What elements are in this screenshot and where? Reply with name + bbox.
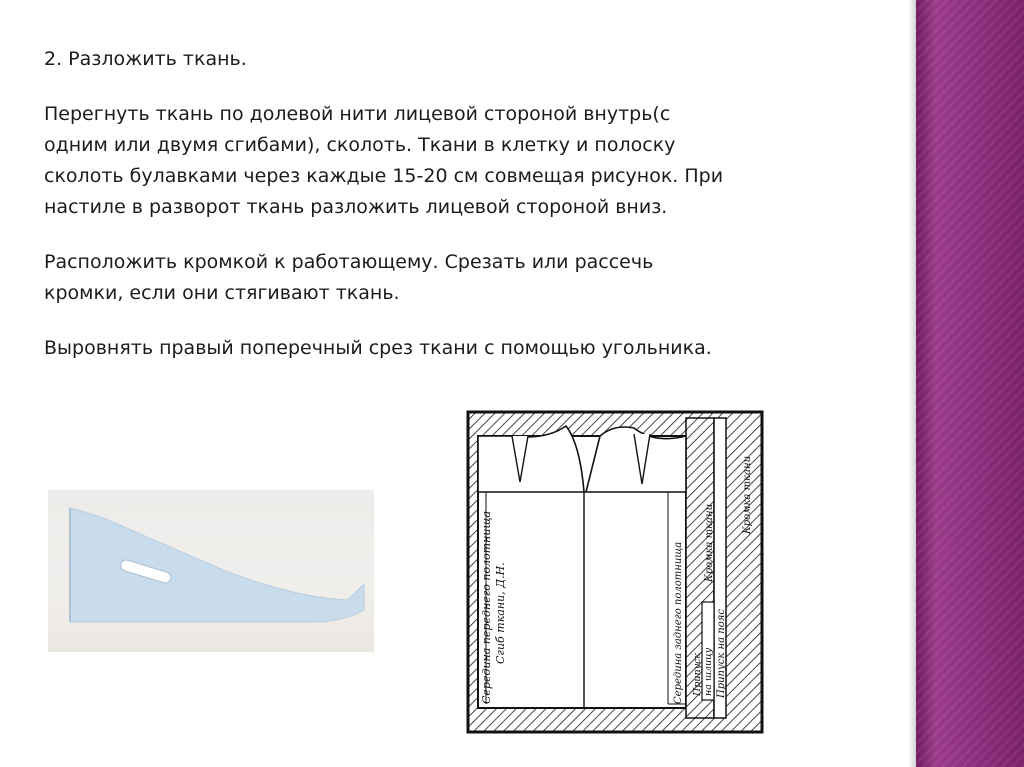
square-tool-photo: [48, 490, 374, 652]
paragraph-line: Расположить кромкой к работающему. Срезать или рассечь: [44, 251, 654, 273]
label-selvage-outer: Кромка ткани: [742, 455, 753, 534]
side-band-shadow: [908, 0, 916, 767]
fabric-layout-drawing: [454, 404, 774, 740]
slide-heading: 2. Разложить ткань.: [44, 48, 247, 70]
square-tool-image: [48, 490, 374, 652]
paragraph-selvage: [44, 247, 884, 309]
paragraph-line: сколоть булавками через каждые 15-20 см совмещая рисунок. При: [44, 165, 724, 187]
label-belt-allowance: Припуск на пояс: [716, 609, 727, 698]
fabric-layout-svg: [454, 404, 774, 740]
label-zip-allowance-1: Припуск: [692, 652, 703, 696]
square-tool-shape: [70, 508, 364, 622]
label-selvage-inner: Кромка ткани: [704, 503, 715, 582]
slide-text: [44, 44, 884, 388]
paragraph-line: настиле в разворот ткань разложить лицевой стороной вниз.: [44, 196, 668, 218]
paragraph-align-edge: Выровнять правый поперечный срез ткани с помощью угольника.: [44, 337, 712, 359]
paragraph-line: одним или двумя сгибами), сколоть. Ткани в клетку и полоску: [44, 134, 676, 156]
label-back-center: Середина заднего полотнища: [673, 541, 684, 704]
label-zip-allowance-2: на шлицу: [703, 647, 714, 696]
paragraph-line: кромки, если они стягивают ткань.: [44, 282, 400, 304]
label-front-center-2: Сгиб ткани, Д.Н.: [494, 562, 507, 664]
decorative-side-band: [916, 0, 1024, 767]
paragraph-fold-fabric: [44, 99, 884, 223]
paragraph-line: Перегнуть ткань по долевой нити лицевой стороной внутрь(с: [44, 103, 671, 125]
label-front-center-1: Середина переднего полотнища: [480, 510, 493, 704]
